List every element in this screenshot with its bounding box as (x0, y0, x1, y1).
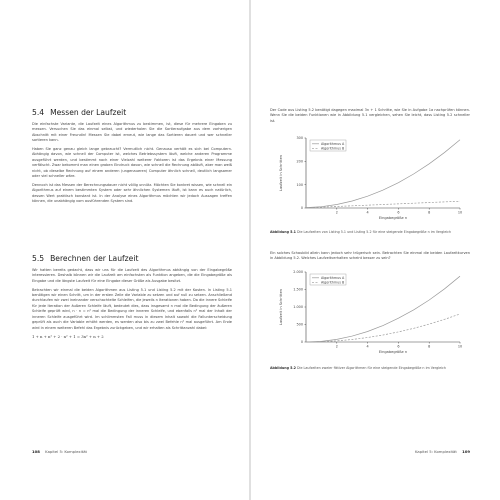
page-number: 108 (32, 449, 40, 454)
series-line-b (306, 314, 460, 342)
section-measure-body (32, 122, 232, 205)
section-heading: 5.5 Berechnen der Laufzeit (32, 254, 139, 263)
running-footer: Kapitel 5: Komplexität (45, 449, 88, 454)
y-axis-label: Laufzeit in Schritten (279, 154, 283, 192)
legend-label: Algorithmus A (321, 142, 345, 146)
caption-label: Abbildung 5.2 (270, 366, 296, 370)
x-tick-label: 8 (428, 344, 431, 349)
formula: 1 + n + n² + 2 · n² + 1 = 3n² + n + 2 (32, 334, 104, 340)
x-axis-label: Eingabegröße n (378, 216, 408, 220)
section-measure (32, 108, 232, 117)
left-page (0, 0, 249, 500)
legend-label: Algorithmus A (321, 276, 345, 280)
y-tick-label: 0 (300, 340, 303, 345)
figure-5-1-caption (270, 230, 470, 235)
line-chart (270, 266, 480, 362)
x-tick-label: 6 (397, 210, 400, 215)
page-footer (415, 449, 470, 454)
x-tick-label: 4 (366, 344, 369, 349)
page-footer (32, 449, 87, 454)
page-number: 109 (462, 449, 470, 454)
paragraph: Ein solches Schaubild allein kann jedoch sehr trügerisch sein. Betrachten Sie einmal die beiden Laufzeitkurven in Abbildung 5.2. Welches Laufzeitverhalten scheint besser zu sein? (270, 251, 470, 261)
legend-label: Algorithmus B (321, 146, 345, 151)
running-footer: Kapitel 5: Komplexität (414, 449, 457, 454)
paragraph: Wir hatten bereits gedacht, dass wir uns für die Laufzeit des Algorithmus abhängig von der Eingabegröße interessieren. Deshalb können wir die Laufzeit am einfachsten als Funktion angeben, die die Eingabegröße als Eingabe und die längste Laufzeit für eine Eingabe dieser Größe als Ausgabe besitzt. (32, 268, 232, 283)
x-tick-label: 8 (428, 210, 431, 215)
paragraph: Haben Sie ganz genau gleich lange gebraucht? Vermutlich nicht. Genauso verhält es sich bei Computern. Abhängig davon, wie schnell der Computer ist, welches Betriebssystem läuft, welche anderen Programme ausgeführt werden, und bestimmt noch einer Vielzahl weiterer Faktoren ist das Ergebnis einer Messung verfälscht. Zwar bekommt man einen groben Eindruck davon, wie schnell die Rechnung abläuft, aber man weiß nicht, ob dieselbe Rechnung auf einem anderen (ungenaueren) Computer ähnlich schnell, deutlich langsamer oder viel schneller wäre. (32, 147, 232, 179)
y-tick-label: 1.000 (293, 305, 303, 310)
middle-text (270, 251, 470, 262)
intro-text (270, 108, 470, 124)
x-tick-label: 2 (335, 210, 338, 215)
paragraph: Der Code aus Listing 5.2 benötigt dagegen maximal 3n + 1 Schritte, wie Sie in Aufgabe 1a nachprüfen können. Wenn Sie die beiden Funktionen wie in Abbildung 5.1 vergleichen, sehen Sie leicht, dass Listing 5.2 schneller ist. (270, 108, 470, 123)
legend-label: Algorithmus B (321, 280, 345, 285)
y-tick-label: 2.000 (293, 270, 303, 275)
y-tick-label: 0 (300, 206, 303, 211)
section-compute (32, 254, 232, 263)
section-heading: 5.4 Messen der Laufzeit (32, 108, 127, 117)
paragraph: Betrachten wir einmal die beiden Algorithmen aus Listing 5.1 und Listing 5.2 mit der Kosten. In Listing 5.1 benötigen wir einen Schritt, um in der ersten Zeile die Variable zu setzen und auf null zu setzen. Anschließend durchlaufen wir zwei ineinander verschachtelte Schleifen, die jeweils n Iterationen haben. Da die innere Schleife für jede Iteration der äußeren Schleife läuft, bedeutet dies, dass insgesamt n mal die Bedingung der äußeren Schleife geprüft wird, n · n = n² mal die Bedingung der inneren Schleife, und ebenfalls n² mal der Inhalt der inneren Schleife ausgeführt wird. Im schlimmsten Fall muss in diesem Inhalt sowohl die Fallunterscheidung geprüft als auch die Variable erhöht werden, es werden also bis zu zwei Befehle n² mal ausgeführt. Am Ende wird in einem weiteren Befehl das Ergebnis zurückgeben, und wir erhalten als Schrittanzahl dabei: (32, 287, 232, 330)
caption-text: Die Laufzeiten zweier fiktiver Algorithmen für eine steigende Eingabegröße n im Vergleich (297, 366, 446, 370)
figure-5-1 (270, 132, 480, 232)
series-line-b (306, 201, 460, 208)
x-tick-label: 10 (457, 344, 463, 349)
x-axis-label: Eingabegröße n (378, 350, 408, 354)
x-tick-label: 6 (397, 344, 400, 349)
section-compute-body (32, 268, 232, 339)
x-tick-label: 10 (457, 210, 463, 215)
y-tick-label: 500 (296, 322, 303, 327)
y-tick-label: 100 (296, 182, 303, 187)
y-axis-label: Laufzeit in Schritten (279, 288, 283, 326)
figure-5-2 (270, 266, 480, 366)
paragraph: Dennoch ist das Messen der Berechnungsdauer nicht völlig unnütz. Möchten Sie konkret wissen, wie schnell ein Algorithmus auf einem bestimmten System oder sehr ähnlichen Systemen läuft, ist kann es auch natürlich, dessen Wert praktisch konstant ist. In der Analyse eines Algorithmus möchten wir jedoch Aussagen treffen können, die unabhängig vom ausführenden System sind. (32, 182, 232, 204)
y-tick-label: 1.500 (293, 287, 303, 292)
figure-5-2-caption (270, 366, 470, 371)
paragraph: Die einfachste Variante, die Laufzeit eines Algorithmus zu bestimmen, ist, diese für mehrere Eingaben zu messen. Versuchen Sie das einmal selbst, und wiederholen Sie die Sortieraufgabe aus dem vorherigen Abschnitt mit einer Freundin! Messen Sie dabei erneut, wie lange das Sortieren dauert und wer schneller sortieren kann. (32, 122, 232, 143)
x-tick-label: 4 (366, 210, 369, 215)
y-tick-label: 200 (296, 159, 303, 164)
caption-text: Die Laufzeiten von Listing 5.1 und Listing 5.2 für eine steigende Eingabegröße n im Vergleich (297, 230, 452, 234)
series-line-a (306, 276, 460, 342)
y-tick-label: 300 (296, 136, 303, 141)
x-tick-label: 2 (335, 344, 338, 349)
right-page (251, 0, 500, 500)
line-chart (270, 132, 480, 228)
caption-label: Abbildung 5.1 (270, 230, 296, 234)
